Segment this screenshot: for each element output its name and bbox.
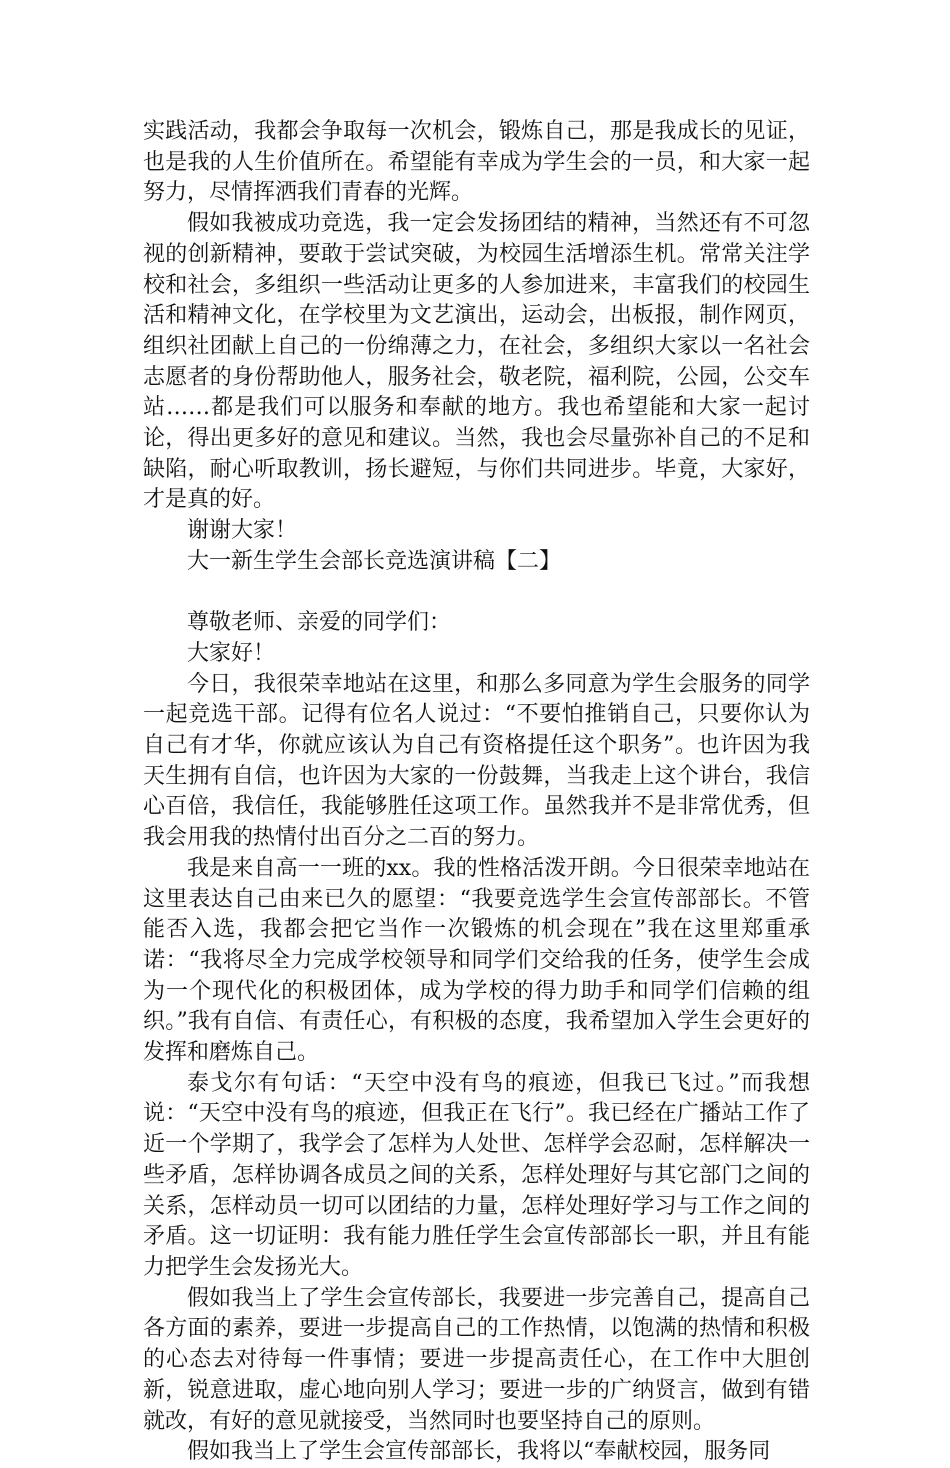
document-page: [143, 117, 810, 1468]
paragraph-tagore-quote: 泰戈尔有句话：“天空中没有鸟的痕迹，但我已飞过。”而我想说：“天空中没有鸟的痕迹，但我正在飞行”。我已经在广播站工作了近一个学期了，我学会了怎样为人处世、怎样学会忍耐，怎样解决一些矛盾，怎样协调各成员之间的关系，怎样处理好与其它部门之间的关系，怎样动员一切可以团结的力量，怎样处理好学习与工作之间的矛盾。这一切证明：我有能力胜任学生会宣传部部长一职，并且有能力把学生会发扬光大。: [143, 1070, 810, 1280]
greeting: 大家好！: [187, 640, 276, 666]
paragraph-thanks: 谢谢大家！: [187, 518, 298, 544]
blank-line: [143, 578, 810, 609]
section-heading: 大一新生学生会部长竞选演讲稿【二】: [187, 548, 562, 574]
paragraph-intro: 今日，我很荣幸地站在这里，和那么多同意为学生会服务的同学一起竞选干部。记得有位名人说过：“不要怕推销自己，只要你认为自己有才华，你就应该认为自己有资格提任这个职务”。也许因为我天生拥有自信，也许因为大家的一份鼓舞，当我走上这个讲台，我信心百倍，我信任，我能够胜任这项工作。虽然我并不是非常优秀，但我会用我的热情付出百分之二百的努力。: [143, 671, 810, 851]
paragraph-continued: 实践活动，我都会争取每一次机会，锻炼自己，那是我成长的见证，也是我的人生价值所在。希望能有幸成为学生会的一员，和大家一起努力，尽情挥洒我们青春的光辉。: [143, 119, 810, 206]
paragraph-self-introduction: 我是来自高一一班的xx。我的性格活泼开朗。今日很荣幸地站在这里表达自己由来已久的愿望：“我要竞选学生会宣传部部长。不管能否入选，我都会把它当作一次锻炼的机会现在”我在这里郑重承诺：“我将尽全力完成学校领导和同学们交给我的任务，使学生会成为一个现代化的积极团体，成为学校的得力助手和同学们信赖的组织。”我有自信、有责任心，有积极的态度，我希望加入学生会更好的发挥和磨炼自己。: [143, 855, 810, 1066]
paragraph-election-plan: 假如我被成功竞选，我一定会发扬团结的精神，当然还有不可忽视的创新精神，要敢于尝试突破，为校园生活增添生机。常常关注学校和社会，多组织一些活动让更多的人参加进来，丰富我们的校园生活和精神文化，在学校里为文艺演出，运动会，出板报，制作网页，组织社团献上自己的一份绵薄之力，在社会，多组织大家以一名社会志愿者的身份帮助他人，服务社会，敬老院，福利院，公园，公交车站……都是我们可以服务和奉献的地方。我也希望能和大家一起讨论，得出更多好的意见和建议。当然，我也会尽量弥补自己的不足和缺陷，耐心听取教训，扬长避短，与你们共同进步。毕竟，大家好，才是真的好。: [143, 211, 810, 513]
salutation: 尊敬老师、亲爱的同学们：: [187, 610, 452, 636]
paragraph-commitment: 假如我当上了学生会宣传部部长，我将以“奉献校园，服务同: [187, 1439, 771, 1465]
paragraph-improvement: 假如我当上了学生会宣传部长，我要进一步完善自己，提高自己各方面的素养，要进一步提高自己的工作热情，以饱满的热情和积极的心态去对待每一件事情；要进一步提高责任心，在工作中大胆创新，锐意进取，虚心地向别人学习；要进一步的广纳贤言，做到有错就改，有好的意见就接受，当然同时也要坚持自己的原则。: [143, 1285, 810, 1434]
